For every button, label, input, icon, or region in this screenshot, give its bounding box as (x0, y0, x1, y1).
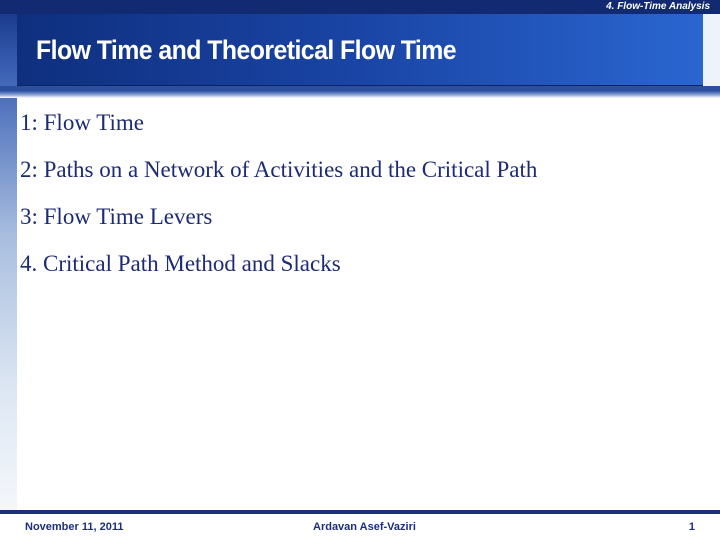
footer-author: Ardavan Asef-Vaziri (313, 521, 416, 533)
top-strip (0, 0, 720, 14)
outline-item-cpm-slacks: 4. Critical Path Method and Slacks (20, 251, 341, 276)
outline-item-flow-time: 1: Flow Time (20, 110, 144, 135)
slide-title: Flow Time and Theoretical Flow Time (36, 35, 457, 65)
page-number: 1 (688, 521, 695, 533)
right-edge-strip (703, 14, 720, 86)
outline-item-flow-time-levers: 3: Flow Time Levers (20, 204, 213, 229)
title-banner (17, 14, 703, 86)
footer (0, 514, 720, 540)
outline-item-critical-path: 2: Paths on a Network of Activities and the Critical Path (20, 157, 538, 182)
chapter-label: 4. Flow-Time Analysis (606, 1, 710, 12)
footer-date: November 11, 2011 (25, 521, 124, 533)
outline-list (20, 106, 710, 294)
title-divider (0, 86, 720, 98)
